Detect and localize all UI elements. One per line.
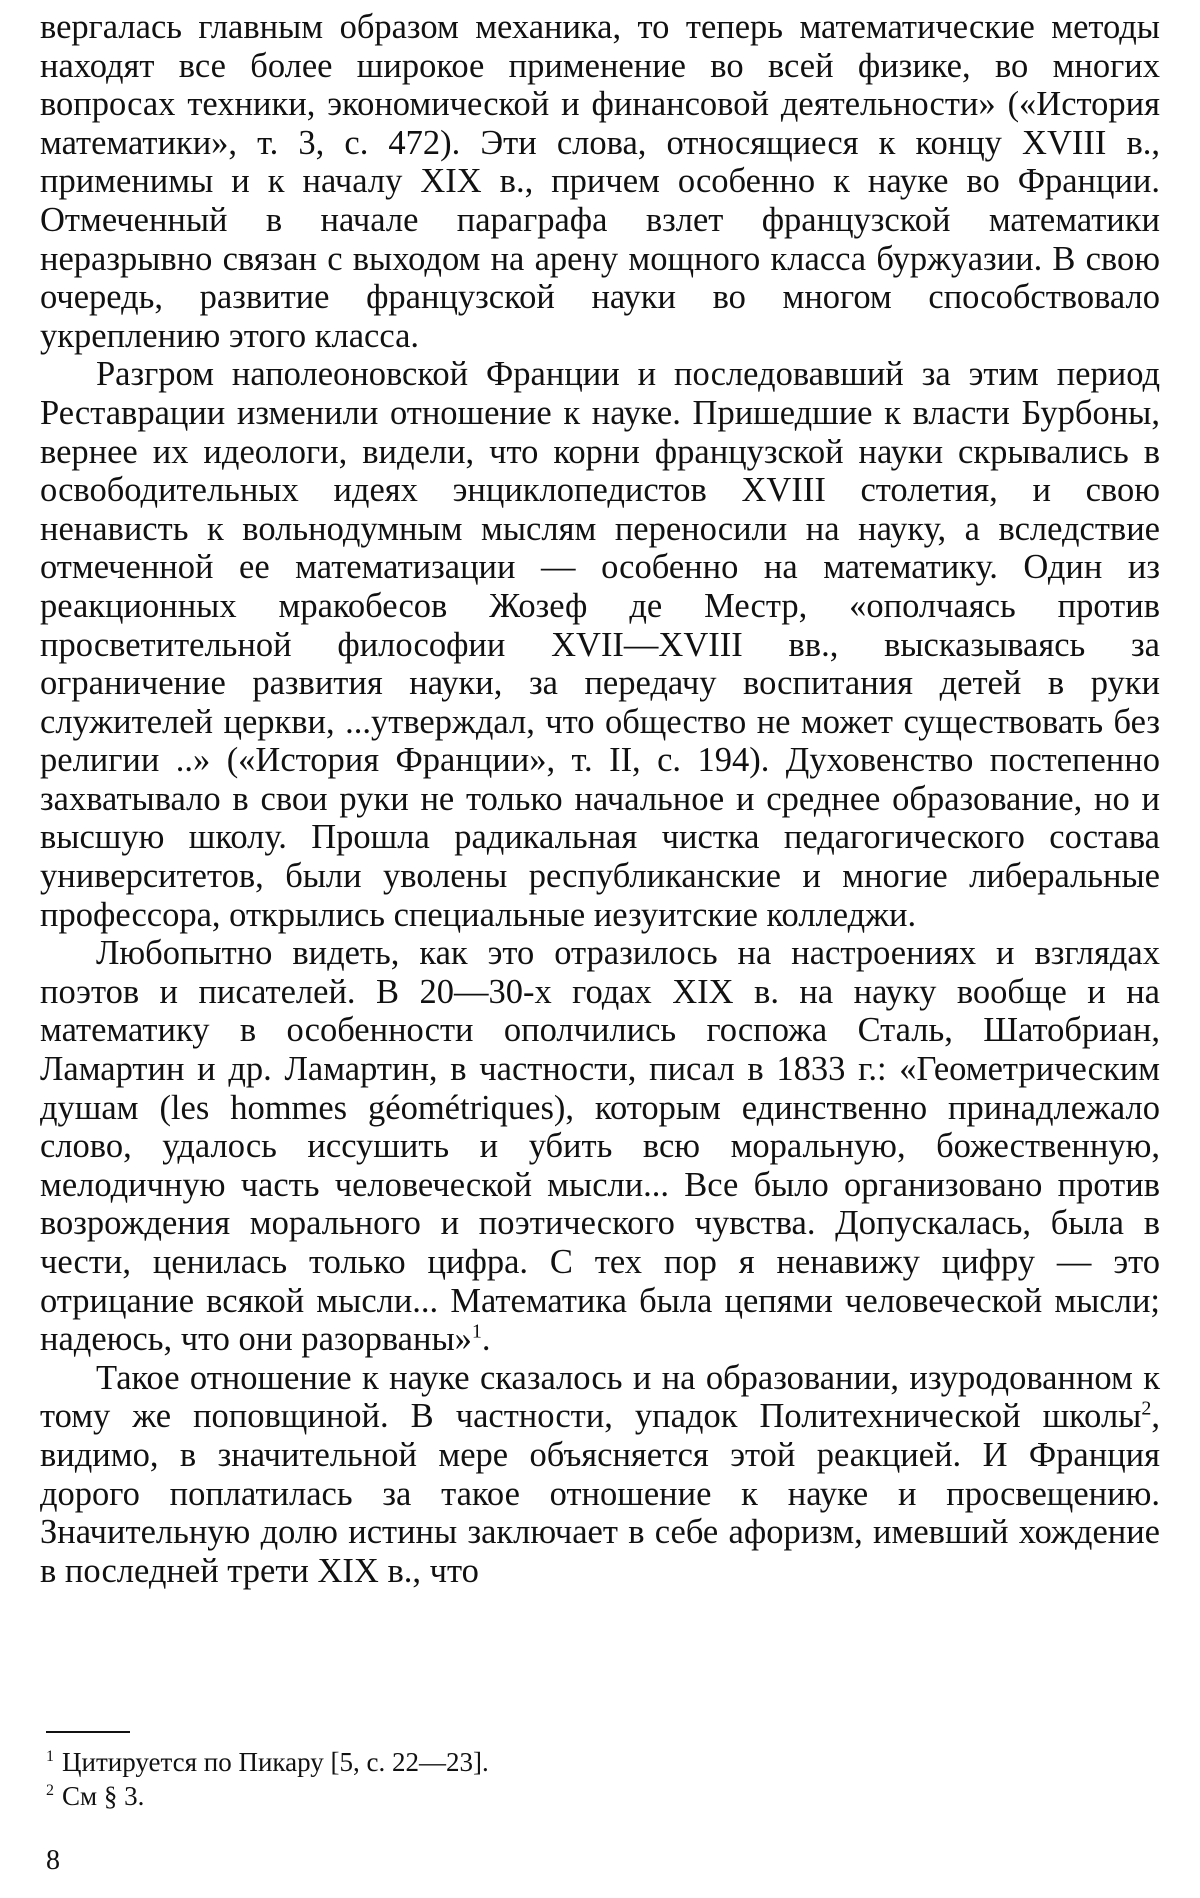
- page-number: 8: [46, 1845, 60, 1876]
- paragraph-4: [40, 1359, 1160, 1591]
- footnote-1: [46, 1745, 1046, 1779]
- footnote-ref-2: 2: [1141, 1397, 1152, 1420]
- footnote-divider: [46, 1731, 130, 1733]
- footnote-2-mark: 2: [46, 1782, 54, 1799]
- footnote-1-mark: 1: [46, 1748, 54, 1765]
- footnote-2-text: См § 3.: [62, 1781, 145, 1811]
- paragraph-3-text: Любопытно видеть, как это отразилось на настроениях и взглядах поэтов и писателей. В 20—30-х годах XIX в. на науку вообще и на математику в особенности ополчились госпожа Сталь, Шатобриан, Ламартин и др. Ламартин, в частности, писал в 1833 г.: «Геометрическим душам (les hommes géométriques), которым единственно принадлежало слово, удалось иссушить и убить всю моральную, божественную, мелодичную часть человеческой мысли... Все было организовано против возрождения морального и поэтического чувства. Допускалась, была в чести, ценилась только цифра. С тех пор я ненавижу цифру — это отрицание всякой мысли... Математика была цепями человеческой мысли; надеюсь, что они разорваны»: [40, 934, 1160, 1359]
- paragraph-3: [40, 934, 1160, 1359]
- paragraph-1: [40, 8, 1160, 355]
- paragraph-4-tail: , видимо, в значительной мере объясняется этой реакцией. И Франция дорого поплатилась за такое отношение к науке и просвещению. Значительную долю истины заключает в себе афоризм, имевший хождение в последней трети XIX в., что: [40, 1397, 1160, 1590]
- footnote-2: [46, 1779, 1046, 1813]
- footnote-1-text: Цитируется по Пикару [5, с. 22—23].: [62, 1747, 489, 1777]
- footnote-ref-1: 1: [471, 1320, 482, 1343]
- paragraph-2-text: Разгром наполеоновской Франции и последовавший за этим период Реставрации изменили отношение к науке. Пришедшие к власти Бурбоны, вернее их идеологи, видели, что корни французской науки скрывались в освободительных идеях энциклопедистов XVIII столетия, и свою ненависть к вольнодумным мыслям переносили на науку, а вследствие отмеченной ее математизации — особенно на математику. Один из реакционных мракобесов Жозеф де Местр, «ополчаясь против просветительной философии XVII—XVIII вв., высказываясь за ограничение развития науки, за передачу воспитания детей в руки служителей церкви, ...утверждал, что общество не может существовать без религии ..» («История Франции», т. II, с. 194). Духовенство постепенно захватывало в свои руки не только начальное и среднее образование, но и высшую школу. Прошла радикальная чистка педагогического состава университетов, были уволены республиканские и многие либеральные профессора, открылись специальные иезуитские колледжи.: [40, 355, 1160, 934]
- footnotes: [46, 1745, 1046, 1813]
- paragraph-1-text: вергалась главным образом механика, то теперь математические методы находят все более широкое применение во всей физике, во многих вопросах техники, экономической и финансовой деятельности» («История математики», т. 3, с. 472). Эти слова, относящиеся к концу XVIII в., применимы и к началу XIX в., причем особенно к науке во Франции. Отмеченный в начале параграфа взлет французской математики неразрывно связан с выходом на арену мощного класса буржуазии. В свою очередь, развитие французской науки во многом способствовало укреплению этого класса.: [40, 8, 1160, 355]
- page-body: [40, 8, 1160, 1590]
- paragraph-4-text: Такое отношение к науке сказалось и на образовании, изуродованном к тому же поповщиной. В частности, упадок Политехнической школы: [40, 1358, 1160, 1436]
- paragraph-3-tail: .: [481, 1320, 491, 1359]
- paragraph-2: [40, 355, 1160, 934]
